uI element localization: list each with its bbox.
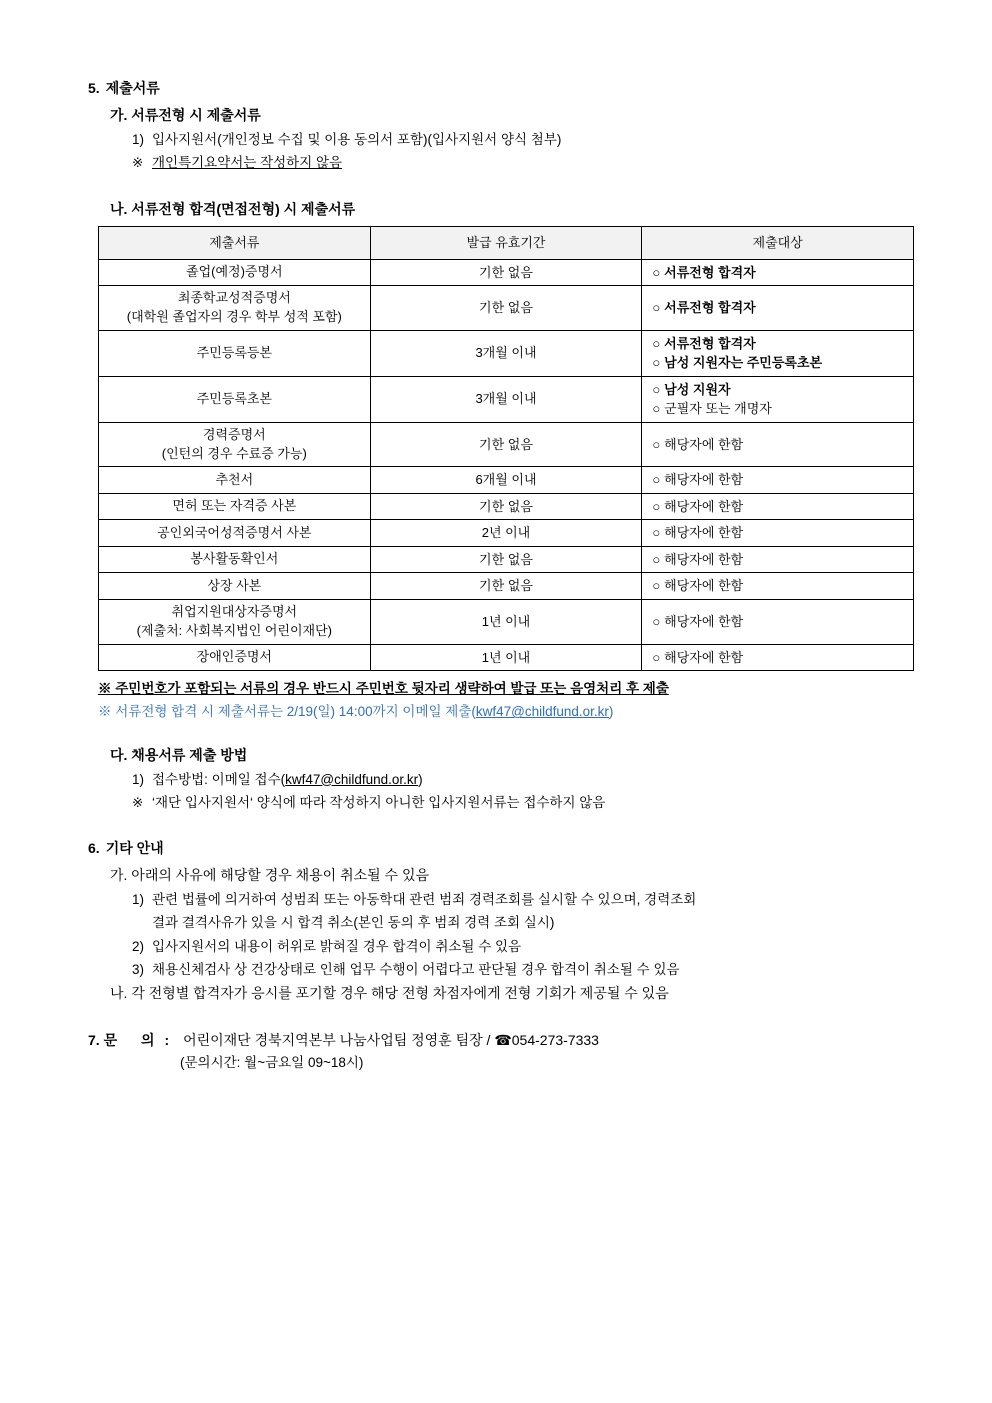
table-row <box>99 422 914 467</box>
cell-document-name: 추천서 <box>99 467 371 494</box>
section-5-heading <box>88 78 906 99</box>
bullet-circle-icon: ○ <box>652 498 661 514</box>
table-header-target: 제출대상 <box>642 226 914 259</box>
target-entry <box>652 353 909 373</box>
target-entry <box>652 648 909 668</box>
note-text: 개인특기요약서는 작성하지 않음 <box>152 155 343 171</box>
target-entry <box>652 399 909 419</box>
section-7-body: 어린이재단 경북지역본부 나눔사업팀 정영훈 팀장 / <box>183 1032 491 1049</box>
section-5a-item-2 <box>88 153 906 173</box>
cell-submission-target <box>642 644 914 671</box>
section-7-heading <box>88 1030 906 1051</box>
bullet-circle-icon: ○ <box>652 436 661 452</box>
target-text: 해당자에 한함 <box>664 525 744 541</box>
cell-submission-target <box>642 573 914 600</box>
note-marker: ※ <box>132 794 144 810</box>
table-row <box>99 644 914 671</box>
cell-document-name: 졸업(예정)증명서 <box>99 259 371 286</box>
cell-submission-target <box>642 467 914 494</box>
bullet-circle-icon: ○ <box>652 264 661 280</box>
target-text: 서류전형 합격자 <box>664 300 756 316</box>
cell-submission-target <box>642 599 914 644</box>
email-link[interactable]: kwf47@childfund.or.kr <box>285 771 419 787</box>
cell-validity-period: 기한 없음 <box>370 546 642 573</box>
section-5c-item-1 <box>88 770 906 790</box>
target-text: 남성 지원자 <box>664 381 731 397</box>
cell-document-name: 주민등록초본 <box>99 376 371 422</box>
table-row <box>99 546 914 573</box>
note-marker: ※ <box>132 155 144 171</box>
section-5c-item-2 <box>88 793 906 813</box>
list-marker: 1) <box>132 771 145 787</box>
table-row <box>99 376 914 422</box>
bullet-circle-icon: ○ <box>652 355 661 371</box>
email-note-suffix: ) <box>608 704 614 720</box>
cell-submission-target <box>642 330 914 376</box>
phone-icon: ☎ <box>494 1032 512 1049</box>
note-text: ‘재단 입사지원서‘ 양식에 따라 작성하지 아니한 입사지원서류는 접수하지 않음 <box>152 794 606 810</box>
cell-validity-period: 기한 없음 <box>370 259 642 286</box>
cell-document-name: 최종학교성적증명서 (대학원 졸업자의 경우 학부 성적 포함) <box>99 286 371 331</box>
list-marker: 1) <box>132 132 145 147</box>
section-5c-label: 다. 채용서류 제출 방법 <box>110 746 248 763</box>
table-header-validity: 발급 유효기간 <box>370 226 642 259</box>
cell-validity-period: 3개월 이내 <box>370 376 642 422</box>
table-row <box>99 467 914 494</box>
cell-submission-target <box>642 546 914 573</box>
submission-documents-table <box>98 226 914 672</box>
table-row <box>99 599 914 644</box>
list-marker: 1) <box>132 892 145 908</box>
bullet-circle-icon: ○ <box>652 335 661 351</box>
target-text: 해당자에 한함 <box>664 649 744 665</box>
list-text: 관련 법률에 의거하여 성범죄 또는 아동학대 관련 범죄 경력조회를 실시할 수 있으며, 경력조회 <box>152 892 697 908</box>
list-marker: 2) <box>132 938 145 954</box>
table-header-document: 제출서류 <box>99 226 371 259</box>
section-5b-label: 나. 서류전형 합격(면접전형) 시 제출서류 <box>110 200 356 217</box>
target-entry <box>652 298 909 318</box>
target-entry <box>652 380 909 400</box>
target-text: 해당자에 한함 <box>664 472 744 488</box>
section-5a-label: 가. 서류전형 시 제출서류 <box>110 107 261 123</box>
cell-submission-target <box>642 376 914 422</box>
list-text-prefix: 접수방법: 이메일 접수( <box>152 771 286 787</box>
target-text: 서류전형 합격자 <box>664 335 756 351</box>
cell-validity-period: 1년 이내 <box>370 644 642 671</box>
target-entry <box>652 470 909 490</box>
target-entry <box>652 263 909 283</box>
section-6a-item-3 <box>88 960 906 980</box>
section-6-heading <box>88 838 906 859</box>
cell-submission-target <box>642 259 914 286</box>
target-entry <box>652 523 909 543</box>
bullet-circle-icon: ○ <box>652 472 661 488</box>
list-text: 입사지원서(개인정보 수집 및 이용 동의서 포함)(입사지원서 양식 첨부) <box>152 132 562 147</box>
target-text: 해당자에 한함 <box>664 551 744 567</box>
list-text: 입사지원서의 내용이 허위로 밝혀질 경우 합격이 취소될 수 있음 <box>152 938 522 954</box>
cell-validity-period: 기한 없음 <box>370 286 642 331</box>
target-entry <box>652 576 909 596</box>
cell-submission-target <box>642 520 914 547</box>
section-6b-label: 나. 각 전형별 합격자가 응시를 포기할 경우 해당 전형 차점자에게 전형 기회가 제공될 수 있음 <box>110 985 669 1002</box>
section-5-number: 5. <box>88 80 100 96</box>
cell-document-name: 장애인증명서 <box>99 644 371 671</box>
list-marker: 3) <box>132 961 145 977</box>
target-text: 해당자에 한함 <box>664 578 744 594</box>
table-row <box>99 330 914 376</box>
table-body <box>99 259 914 671</box>
section-6a-item-2 <box>88 937 906 957</box>
cell-validity-period: 1년 이내 <box>370 599 642 644</box>
target-entry <box>652 612 909 632</box>
section-6a-item-1 <box>88 890 906 910</box>
cell-document-name: 면허 또는 자격증 사본 <box>99 493 371 520</box>
section-6-number: 6. <box>88 840 100 857</box>
bullet-circle-icon: ○ <box>652 551 661 567</box>
table-row <box>99 520 914 547</box>
bullet-circle-icon: ○ <box>652 613 661 629</box>
target-entry <box>652 334 909 354</box>
section-6-title: 기타 안내 <box>105 840 164 857</box>
cell-submission-target <box>642 286 914 331</box>
table-row <box>99 493 914 520</box>
section-6a-label: 가. 아래의 사유에 해당할 경우 채용이 취소될 수 있음 <box>110 867 430 884</box>
cell-validity-period: 기한 없음 <box>370 422 642 467</box>
target-text: 군필자 또는 개명자 <box>664 401 772 417</box>
target-entry <box>652 435 909 455</box>
cell-document-name: 공인외국어성적증명서 사본 <box>99 520 371 547</box>
target-entry <box>652 550 909 570</box>
cell-validity-period: 2년 이내 <box>370 520 642 547</box>
phone-number: 054-273-7333 <box>511 1032 599 1049</box>
cell-document-name: 경력증명서 (인턴의 경우 수료증 가능) <box>99 422 371 467</box>
email-note-prefix: ※ 서류전형 합격 시 제출서류는 2/19(일) 14:00까지 이메일 제출( <box>98 704 476 720</box>
section-7-label: 문 의: <box>103 1032 180 1049</box>
target-entry <box>652 497 909 517</box>
section-6a-item-1-cont: 결과 결격사유가 있을 시 합격 취소(본인 동의 후 범죄 경력 조회 실시) <box>152 915 555 931</box>
cell-submission-target <box>642 422 914 467</box>
section-7-hours: (문의시간: 월~금요일 09~18시) <box>180 1055 364 1071</box>
cell-document-name: 취업지원대상자증명서 (제출처: 사회복지법인 어린이재단) <box>99 599 371 644</box>
table-header-row <box>99 226 914 259</box>
cell-validity-period: 기한 없음 <box>370 573 642 600</box>
cell-document-name: 봉사활동확인서 <box>99 546 371 573</box>
email-link[interactable]: kwf47@childfund.or.kr <box>475 704 609 720</box>
email-submission-note <box>98 702 906 722</box>
bullet-circle-icon: ○ <box>652 381 661 397</box>
privacy-note <box>98 679 906 699</box>
bullet-circle-icon: ○ <box>652 525 661 541</box>
cell-validity-period: 기한 없음 <box>370 493 642 520</box>
table-row <box>99 259 914 286</box>
cell-document-name: 주민등록등본 <box>99 330 371 376</box>
section-5a-item-1 <box>88 130 906 150</box>
section-5-title: 제출서류 <box>105 80 160 96</box>
section-7-number: 7. <box>88 1032 100 1049</box>
bullet-circle-icon: ○ <box>652 578 661 594</box>
target-text: 해당자에 한함 <box>664 613 744 629</box>
list-text-suffix: ) <box>418 771 423 787</box>
target-text: 남성 지원자는 주민등록초본 <box>664 355 823 371</box>
target-text: 서류전형 합격자 <box>664 264 756 280</box>
target-text: 해당자에 한함 <box>664 498 744 514</box>
table-row <box>99 286 914 331</box>
privacy-note-text: ※ 주민번호가 포함되는 서류의 경우 반드시 주민번호 뒷자리 생략하여 발급 또는 음영처리 후 제출 <box>98 681 669 697</box>
list-text: 채용신체검사 상 건강상태로 인해 업무 수행이 어렵다고 판단될 경우 합격이 취소될 수 있음 <box>152 961 680 977</box>
cell-submission-target <box>642 493 914 520</box>
cell-validity-period: 3개월 이내 <box>370 330 642 376</box>
bullet-circle-icon: ○ <box>652 300 661 316</box>
cell-document-name: 상장 사본 <box>99 573 371 600</box>
target-text: 해당자에 한함 <box>664 436 744 452</box>
cell-validity-period: 6개월 이내 <box>370 467 642 494</box>
bullet-circle-icon: ○ <box>652 401 661 417</box>
table-row <box>99 573 914 600</box>
bullet-circle-icon: ○ <box>652 649 661 665</box>
